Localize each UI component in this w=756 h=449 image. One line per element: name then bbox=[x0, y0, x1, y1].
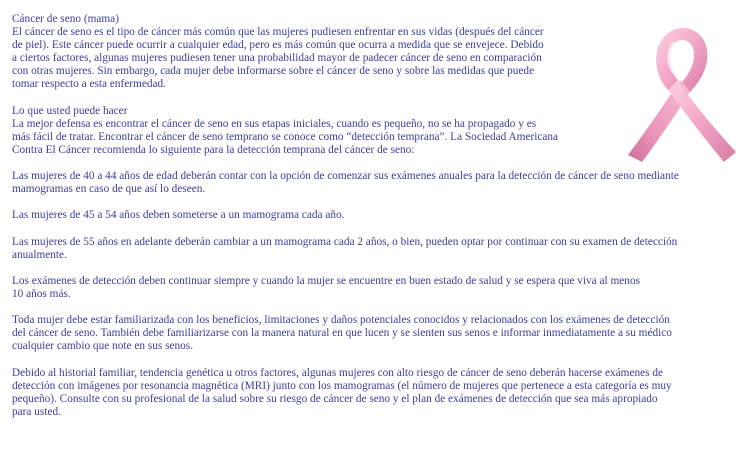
pink-ribbon-icon bbox=[618, 20, 748, 170]
intro-section bbox=[12, 13, 612, 92]
recommendation-familiarity bbox=[12, 314, 752, 353]
recommendation-line: anualmente. bbox=[12, 248, 67, 261]
recommendation-line: mamogramas en caso de que así lo deseen. bbox=[12, 183, 206, 196]
recommendation-line: para usted. bbox=[12, 405, 61, 418]
recommendation-line: Las mujeres de 40 a 44 años de edad deberán contar con la opción de comenzar sus exámenes anuales para la detección de cáncer de seno mediante bbox=[12, 170, 679, 183]
intro-line: tomar respecto a esta enfermedad. bbox=[12, 78, 166, 91]
intro-line: con otras mujeres. Sin embargo, cada mujer debe informarse sobre el cáncer de seno y sobre las medidas que puede bbox=[12, 65, 535, 78]
what-you-can-do-line: Contra El Cáncer recomienda lo siguiente para la detección temprana del cáncer de seno: bbox=[12, 143, 415, 156]
recommendation-line: detección con imágenes por resonancia magnética (MRI) junto con los mamogramas (el número de mujeres que pertenece a esta categoría es muy bbox=[12, 379, 672, 392]
recommendation-line: 10 años más. bbox=[12, 287, 71, 300]
recommendation-line: pequeño). Consulte con su profesional de la salud sobre su riesgo de cáncer de seno y el plan de exámenes de detección que sea más apropiado bbox=[12, 392, 658, 405]
intro-line: El cáncer de seno es el tipo de cáncer más común que las mujeres pudiesen enfrentar en sus vidas (después del cáncer bbox=[12, 26, 544, 39]
recommendation-55-plus bbox=[12, 236, 752, 262]
section-title-what-you-can-do: Lo que usted puede hacer bbox=[12, 104, 128, 117]
recommendation-continue-screening bbox=[12, 275, 752, 301]
what-you-can-do-line: La mejor defensa es encontrar el cáncer de seno en sus etapas iniciales, cuando es pequeño, no se ha propagado y es bbox=[12, 117, 537, 130]
recommendation-line: Las mujeres de 55 años en adelante deberán cambiar a un mamograma cada 2 años, o bien, pueden optar por continuar con su examen de detección bbox=[12, 235, 678, 248]
recommendation-high-risk bbox=[12, 367, 752, 419]
recommendation-line: del cáncer de seno. También debe familiarizarse con la manera natural en que lucen y se sienten sus senos e informar inmediatamente a su médico bbox=[12, 327, 672, 340]
recommendation-line: cualquier cambio que note en sus senos. bbox=[12, 340, 194, 353]
what-you-can-do-line: más fácil de tratar. Encontrar el cáncer de seno temprano se conoce como “detección temprana”. La Sociedad Americana bbox=[12, 130, 559, 143]
recommendation-line: Los exámenes de detección deben continuar siempre y cuando la mujer se encuentre en buen estado de salud y se espera que viva al menos bbox=[12, 274, 640, 287]
recommendation-45-54 bbox=[12, 209, 752, 222]
section-title-cancer: Cáncer de seno (mama) bbox=[12, 13, 119, 25]
recommendation-line: Debido al historial familiar, tendencia genética u otros factores, algunas mujeres con alto riesgo de cáncer de seno deberán hacerse exámenes de bbox=[12, 366, 664, 379]
what-you-can-do-section bbox=[12, 105, 612, 157]
recommendation-line: Toda mujer debe estar familiarizada con los beneficios, limitaciones y daños potenciales conocidos y relacionados con los exámenes de detección bbox=[12, 314, 670, 327]
intro-line: de piel). Este cáncer puede ocurrir a cualquier edad, pero es más común que ocurra a medida que se envejece. Debido bbox=[12, 39, 544, 52]
recommendation-line: Las mujeres de 45 a 54 años deben someterse a un mamograma cada año. bbox=[12, 209, 345, 222]
recommendation-40-44 bbox=[12, 170, 752, 196]
intro-line: a ciertos factores, algunas mujeres pudiesen tener una probabilidad mayor de padecer cáncer de seno en comparación bbox=[12, 52, 542, 65]
